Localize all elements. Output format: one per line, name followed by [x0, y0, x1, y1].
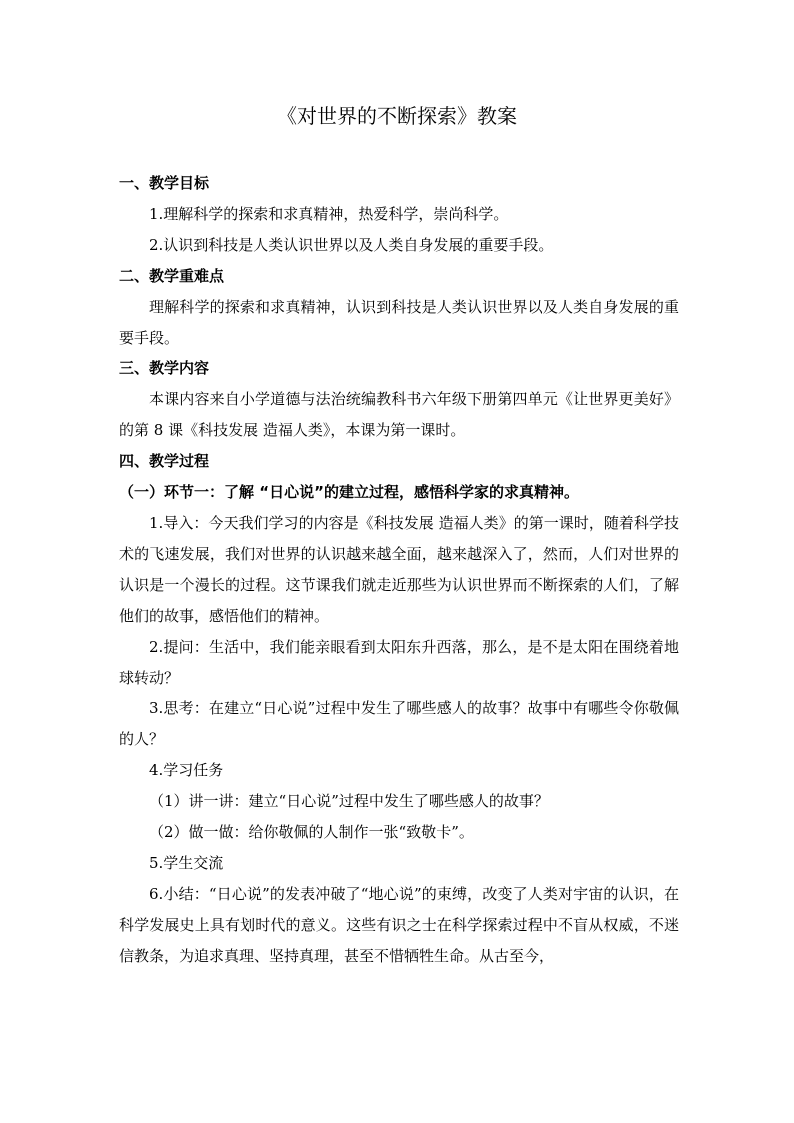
key-points-paragraph: 理解科学的探索和求真精神，认识到科技是人类认识世界以及人类自身发展的重要手段。 [119, 297, 679, 347]
process-paragraph: 4.学习任务 [149, 761, 224, 780]
section-heading-content: 三、教学内容 [119, 359, 210, 378]
process-paragraph: 1.导入：今天我们学习的内容是《科技发展 造福人类》的第一课时，随着科学技术的飞速发展，我们对世界的认识越来越全面，越来越深入了，然而，人们对世界的认识是一个漫长的过程。这节课我们就走近那些为认识世界而不断探索的人们，了解他们的故事，感悟他们的精神。 [119, 513, 679, 625]
task-item: （2）做一做：给你敬佩的人制作一张“致敬卡”。 [149, 823, 474, 842]
section-heading-process: 四、教学过程 [119, 452, 210, 471]
section-heading-key-points: 二、教学重难点 [119, 266, 225, 285]
content-paragraph: 本课内容来自小学道德与法治统编教科书六年级下册第四单元《让世界更美好》的第 8 课《科技发展 造福人类》，本课为第一课时。 [119, 390, 679, 440]
objective-item: 2.认识到科技是人类认识世界以及人类自身发展的重要手段。 [149, 235, 554, 254]
section-heading-objectives: 一、教学目标 [119, 174, 210, 192]
process-paragraph: 3.思考：在建立“日心说”过程中发生了哪些感人的故事？故事中有哪些令你敬佩的人？ [119, 699, 679, 749]
process-paragraph: 5.学生交流 [149, 853, 224, 872]
summary-paragraph: 6.小结：“日心说”的发表冲破了“地心说”的束缚，改变了人类对宇宙的认识，在科学发展史上具有划时代的意义。这些有识之士在科学探索过程中不盲从权威，不迷信教条，为追求真理、坚持真理，甚至不惜牺牲生命。从古至今， [119, 884, 679, 965]
process-step-heading: （一）环节一：了解 “日心说”的建立过程，感悟科学家的求真精神。 [119, 483, 579, 502]
document-body [119, 168, 679, 972]
process-paragraph: 2.提问：生活中，我们能亲眼看到太阳东升西落，那么，是不是太阳在围绕着地球转动？ [119, 637, 679, 687]
document-title: 《对世界的不断探索》教案 [277, 104, 517, 128]
task-item: （1）讲一讲：建立“日心说”过程中发生了哪些感人的故事？ [149, 792, 549, 811]
objective-item: 1.理解科学的探索和求真精神，热爱科学，崇尚科学。 [149, 204, 509, 223]
